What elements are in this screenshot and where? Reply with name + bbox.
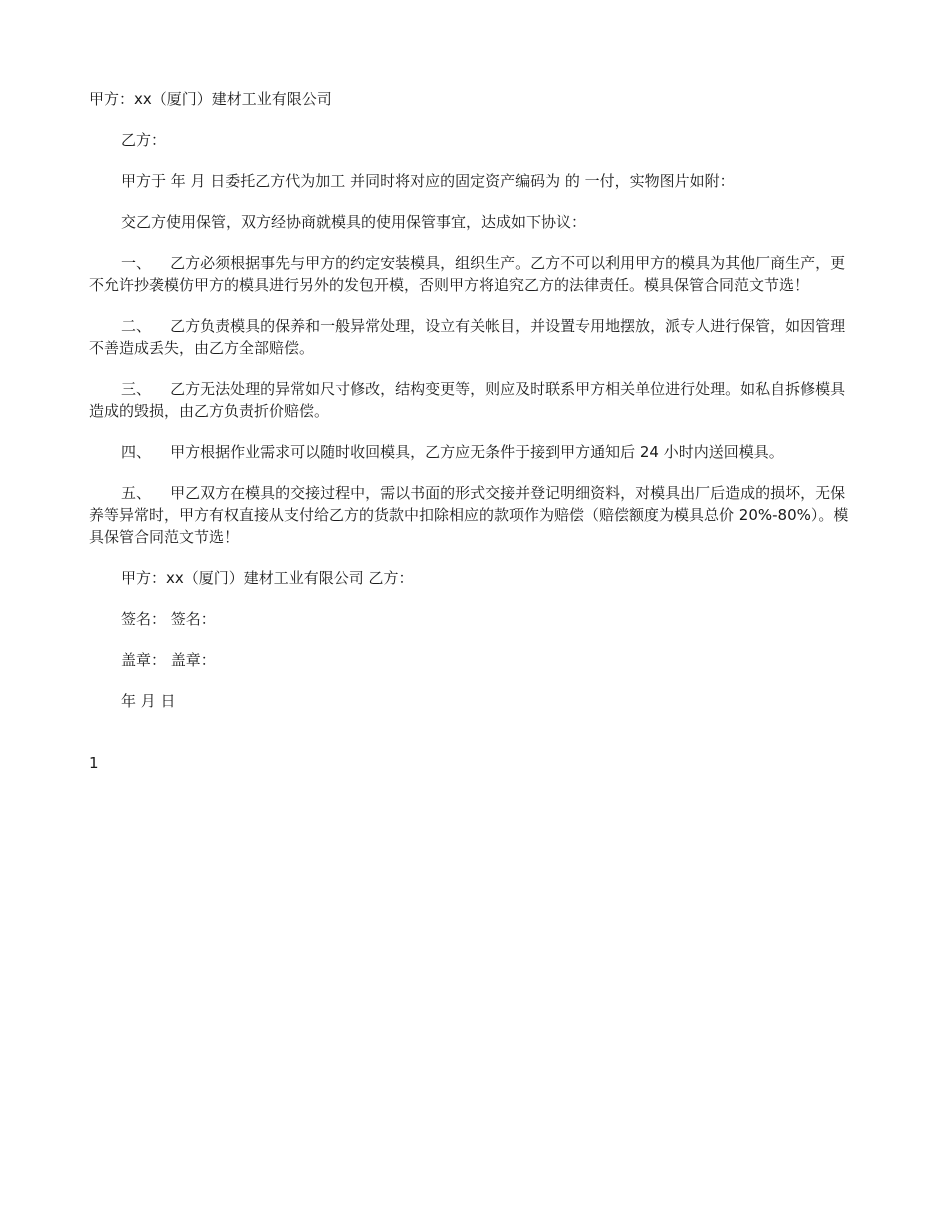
signature-line: 签名： 签名： [121,610,216,628]
clause-number: 四、 [121,443,152,461]
clause-text: 甲乙双方在模具的交接过程中，需以书面的形式交接并登记明细资料，对模具出厂后造成的损坏，无保养等异常时，甲方有权直接从支付给乙方的货款中扣除相应的款项作为赔偿（赔偿额度为模具总价 20%-80%）。模具保管合同范文节选！ [89,484,849,546]
clause-1 [89,252,859,296]
seal-line: 盖章： 盖章： [121,651,216,669]
date-line: 年 月 日 [121,692,176,710]
party-a-header: 甲方：xx（厦门）建材工业有限公司 [89,90,332,108]
agreement-paragraph: 交乙方使用保管，双方经协商就模具的使用保管事宜，达成如下协议： [121,213,587,231]
clause-5 [89,482,859,548]
clause-text: 乙方必须根据事先与甲方的约定安装模具，组织生产。乙方不可以利用甲方的模具为其他厂商生产，更不允许抄袭模仿甲方的模具进行另外的发包开模，否则甲方将追究乙方的法律责任。模具保管合同范文节选！ [89,254,846,294]
clause-text: 乙方无法处理的异常如尺寸修改，结构变更等，则应及时联系甲方相关单位进行处理。如私自拆修模具造成的毁损，由乙方负责折价赔偿。 [89,380,846,420]
contract-body [89,88,859,731]
clause-number: 三、 [121,380,152,398]
signature-parties: 甲方：xx（厦门）建材工业有限公司 乙方： [121,569,414,587]
clause-2 [89,315,859,359]
clause-text: 乙方负责模具的保养和一般异常处理，设立有关帐目，并设置专用地摆放，派专人进行保管，如因管理不善造成丢失，由乙方全部赔偿。 [89,317,846,357]
clause-4 [89,441,859,463]
party-b-line: 乙方： [121,131,167,149]
clause-3 [89,378,859,422]
intro-paragraph: 甲方于 年 月 日委托乙方代为加工 并同时将对应的固定资产编码为 的 一付，实物图片如附： [121,172,735,190]
page-number: 1 [89,754,99,772]
clause-number: 一、 [121,254,152,272]
clause-number: 二、 [121,317,152,335]
clause-text: 甲方根据作业需求可以随时收回模具，乙方应无条件于接到甲方通知后 24 小时内送回模具。 [170,443,784,461]
clause-number: 五、 [121,484,152,502]
